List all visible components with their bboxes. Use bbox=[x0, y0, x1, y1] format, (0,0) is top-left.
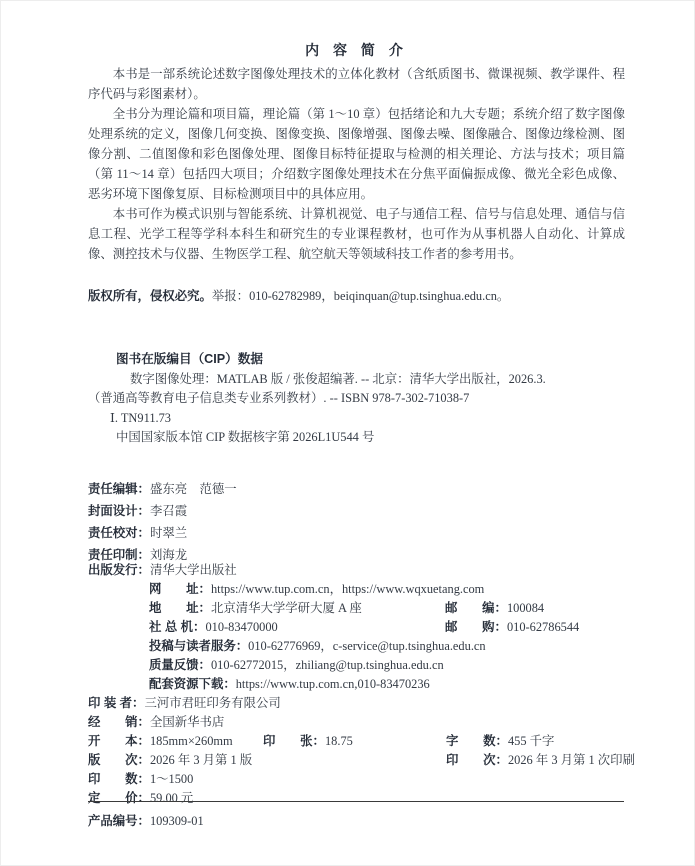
pub-label: 开 本： bbox=[88, 734, 150, 748]
pub-value: 全国新华书店 bbox=[149, 715, 225, 729]
pub-value: 1～1500 bbox=[149, 772, 194, 786]
pub-row-quality-feedback bbox=[149, 656, 625, 675]
pub-col-mail-order bbox=[445, 618, 579, 637]
intro-paragraphs bbox=[88, 64, 625, 264]
pub-value: 010-83470000 bbox=[205, 620, 278, 634]
pub-value: 清华大学出版社 bbox=[149, 563, 237, 577]
copyright-notice bbox=[88, 286, 625, 304]
pub-label: 出版发行： bbox=[88, 563, 150, 577]
pub-label: 经 销： bbox=[88, 715, 150, 729]
intro-paragraph: 本书是一部系统论述数字图像处理技术的立体化教材（含纸质图书、微课视频、教学课件、程序代码与彩图素材）。 bbox=[88, 67, 625, 101]
intro-heading: 内 容 简 介 bbox=[305, 42, 408, 58]
pub-label: 印 数： bbox=[88, 772, 150, 786]
product-code-label: 产品编号： bbox=[88, 814, 150, 828]
pub-label: 版 次： bbox=[88, 753, 150, 767]
pub-row-print-run bbox=[88, 770, 625, 789]
pub-label: 印 次： bbox=[446, 753, 508, 767]
pub-label: 印 装 者： bbox=[88, 696, 145, 710]
intro-paragraph: 本书可作为模式识别与智能系统、计算机视觉、电子与通信工程、信号与信息处理、通信与信息工程、光学工程等学科本科生和研究生的专业课程教材，也可作为从事机器人自动化、计算成像、测控技术与仪器、生物医学工程、航空航天等领域科技工作者的参考用书。 bbox=[88, 207, 625, 261]
product-code-value: 109309-01 bbox=[149, 814, 204, 828]
pub-value: 2026 年 3 月第 1 版 bbox=[149, 753, 253, 767]
credit-value: 盛东亮 范德一 bbox=[149, 482, 237, 496]
credit-row-cover-design bbox=[88, 500, 625, 522]
pub-value: 59.00 元 bbox=[149, 791, 194, 805]
pub-label: 邮 购： bbox=[445, 620, 507, 634]
pub-label: 投稿与读者服务： bbox=[149, 639, 249, 653]
footer-divider bbox=[88, 801, 624, 802]
pub-label: 印 张： bbox=[263, 734, 325, 748]
credit-label: 责任印制： bbox=[88, 548, 150, 562]
copyright-report-text: 举报：010-62782989，beiqinquan@tup.tsinghua.edu.cn。 bbox=[211, 289, 510, 303]
cip-classification-line: Ⅰ. TN911.73 bbox=[110, 410, 171, 425]
copyright-bold-text: 版权所有，侵权必究。 bbox=[88, 289, 212, 303]
pub-label: 质量反馈： bbox=[149, 658, 211, 672]
credit-label: 责任编辑： bbox=[88, 482, 150, 496]
pub-row-format bbox=[88, 732, 625, 751]
pub-label: 字 数： bbox=[446, 734, 508, 748]
pub-value: 北京清华大学学研大厦 A 座 bbox=[210, 601, 362, 615]
pub-value: 18.75 bbox=[324, 734, 353, 748]
pub-label: 网 址： bbox=[149, 582, 211, 596]
pub-label: 配套资源下载： bbox=[149, 677, 236, 691]
pub-col-impression bbox=[446, 751, 635, 770]
pub-value: https://www.tup.com.cn，https://www.wqxuetang.com bbox=[210, 582, 485, 596]
pub-col-printed-sheets bbox=[263, 732, 353, 751]
pub-value: 010-62772015，zhiliang@tup.tsinghua.edu.cn bbox=[210, 658, 444, 672]
pub-label: 社 总 机： bbox=[149, 620, 206, 634]
cip-registry-line: 中国国家版本馆 CIP 数据核字第 2026L1U544 号 bbox=[116, 430, 375, 444]
pub-row-switchboard bbox=[149, 618, 625, 637]
credit-row-proofreader bbox=[88, 522, 625, 544]
pub-value: 2026 年 3 月第 1 次印刷 bbox=[507, 753, 635, 767]
pub-value: https://www.tup.com.cn,010-83470236 bbox=[235, 677, 430, 691]
pub-row-address bbox=[149, 599, 625, 618]
cip-title-line: 数字图像处理：MATLAB 版 / 张俊超编著. -- 北京：清华大学出版社，2026.3. bbox=[130, 371, 546, 386]
pub-value: 010-62776969，c-service@tup.tsinghua.edu.cn bbox=[248, 639, 486, 653]
pub-row-printer bbox=[88, 694, 625, 713]
cip-series-isbn-line: （普通高等教育电子信息类专业系列教材）. -- ISBN 978-7-302-71038-7 bbox=[88, 391, 470, 405]
credit-value: 时翠兰 bbox=[149, 526, 188, 540]
pub-row-edition bbox=[88, 751, 635, 770]
credit-value: 李召霞 bbox=[149, 504, 188, 518]
pub-label: 定 价： bbox=[88, 791, 150, 805]
pub-row-distributor bbox=[88, 713, 625, 732]
cip-heading: 图书在版编目（CIP）数据 bbox=[116, 352, 263, 366]
pub-value: 455 千字 bbox=[507, 734, 555, 748]
pub-row-price bbox=[88, 789, 625, 808]
intro-paragraph: 全书分为理论篇和项目篇，理论篇（第 1～10 章）包括绪论和九大专题；系统介绍了数字图像处理系统的定义，图像几何变换、图像变换、图像增强、图像去噪、图像融合、图像边缘检测、图像分割、二值图像和彩色图像处理、图像目标特征提取与检测的相关理论、方法与技术；项目篇（第 11～14 章）包括四大项目；介绍数字图像处理技术在分焦平面偏振成像、微光全彩色成像、恶劣环境下图像复原、目标检测项目中的具体应用。 bbox=[88, 107, 625, 201]
pub-value: 185mm×260mm bbox=[149, 734, 233, 748]
credit-row-editor bbox=[88, 478, 625, 500]
pub-value: 010-62786544 bbox=[506, 620, 580, 634]
pub-label: 地 址： bbox=[149, 601, 211, 615]
pub-row-resource-download bbox=[149, 675, 625, 694]
credit-value: 刘海龙 bbox=[149, 548, 188, 562]
product-code-line bbox=[88, 811, 625, 829]
pub-value: 三河市君旺印务有限公司 bbox=[144, 696, 281, 710]
publishing-block bbox=[88, 561, 635, 808]
pub-row-reader-service bbox=[149, 637, 625, 656]
pub-value: 100084 bbox=[506, 601, 545, 615]
credit-label: 封面设计： bbox=[88, 504, 150, 518]
pub-row-website bbox=[149, 580, 625, 599]
pub-row-publisher bbox=[88, 561, 625, 580]
credits-block bbox=[88, 478, 625, 566]
pub-col-word-count bbox=[446, 732, 554, 751]
cip-block bbox=[88, 350, 625, 448]
pub-label: 邮 编： bbox=[445, 601, 507, 615]
credit-label: 责任校对： bbox=[88, 526, 150, 540]
pub-col-postcode bbox=[445, 599, 544, 618]
